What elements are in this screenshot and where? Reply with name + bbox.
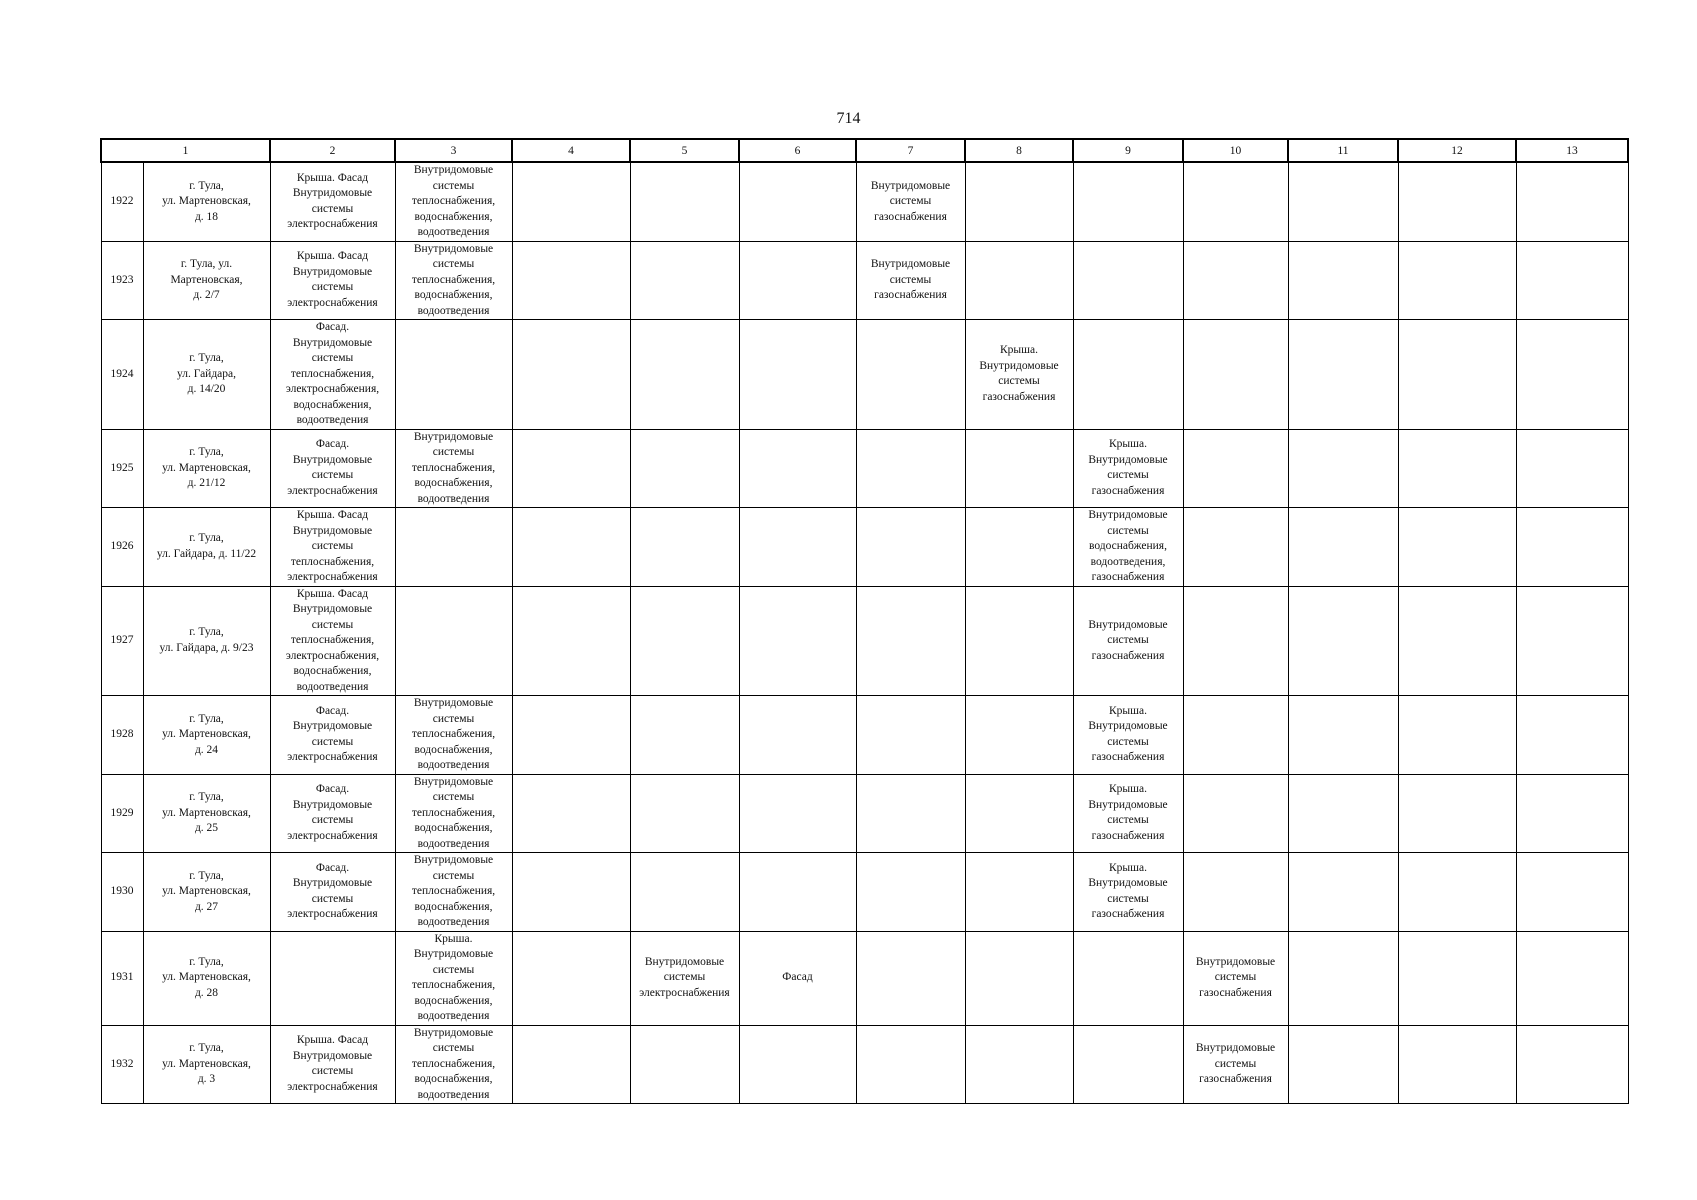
work-cell-col-3 <box>395 508 512 587</box>
table-row <box>101 931 1628 1025</box>
work-cell-col-11 <box>1288 162 1398 241</box>
work-cell-col-12 <box>1398 1025 1516 1104</box>
table-row <box>101 508 1628 587</box>
work-cell-col-9 <box>1073 241 1183 320</box>
work-cell-col-5 <box>630 853 739 932</box>
work-cell-col-6 <box>739 241 856 320</box>
work-cell-col-4 <box>512 508 630 587</box>
address-cell: г. Тула, ул. Мартеновская, д. 3 <box>143 1025 270 1104</box>
address-cell: г. Тула, ул. Гайдара, д. 11/22 <box>143 508 270 587</box>
work-cell-col-9: Крыша. Внутридомовые системы газоснабжения <box>1073 429 1183 508</box>
work-cell-col-11 <box>1288 931 1398 1025</box>
column-header: 2 <box>270 139 395 162</box>
table-row <box>101 429 1628 508</box>
work-cell-col-6 <box>739 429 856 508</box>
register-table <box>100 138 1629 1104</box>
register-body <box>101 162 1628 1104</box>
column-header: 11 <box>1288 139 1398 162</box>
work-cell-col-4 <box>512 696 630 775</box>
work-cell-col-11 <box>1288 586 1398 696</box>
work-cell-col-3 <box>395 320 512 430</box>
work-cell-col-13 <box>1516 162 1628 241</box>
work-cell-col-12 <box>1398 853 1516 932</box>
column-header: 8 <box>965 139 1073 162</box>
work-cell-col-8 <box>965 696 1073 775</box>
work-cell-col-5 <box>630 162 739 241</box>
work-cell-col-13 <box>1516 320 1628 430</box>
work-cell-col-12 <box>1398 429 1516 508</box>
work-cell-col-6 <box>739 1025 856 1104</box>
work-cell-col-13 <box>1516 853 1628 932</box>
work-cell-col-9: Крыша. Внутридомовые системы газоснабжения <box>1073 696 1183 775</box>
table-row <box>101 162 1628 241</box>
work-cell-col-6 <box>739 508 856 587</box>
work-cell-col-9 <box>1073 931 1183 1025</box>
address-cell: г. Тула, ул. Мартеновская, д. 21/12 <box>143 429 270 508</box>
work-cell-col-3 <box>395 586 512 696</box>
table-row <box>101 853 1628 932</box>
column-header: 7 <box>856 139 965 162</box>
row-number: 1929 <box>101 774 143 853</box>
work-cell-col-4 <box>512 853 630 932</box>
work-cell-col-5 <box>630 508 739 587</box>
work-cell-col-4 <box>512 774 630 853</box>
work-cell-col-7 <box>856 586 965 696</box>
column-header: 9 <box>1073 139 1183 162</box>
work-cell-col-10: Внутридомовые системы газоснабжения <box>1183 931 1288 1025</box>
work-cell-col-7 <box>856 931 965 1025</box>
table-row <box>101 696 1628 775</box>
work-cell-col-9 <box>1073 320 1183 430</box>
work-cell-col-5: Внутридомовые системы электроснабжения <box>630 931 739 1025</box>
work-cell-col-7 <box>856 696 965 775</box>
work-cell-col-9: Крыша. Внутридомовые системы газоснабжения <box>1073 853 1183 932</box>
work-cell-col-7: Внутридомовые системы газоснабжения <box>856 241 965 320</box>
work-cell-col-11 <box>1288 853 1398 932</box>
work-cell-col-5 <box>630 774 739 853</box>
work-cell-col-7: Внутридомовые системы газоснабжения <box>856 162 965 241</box>
work-cell-col-10: Внутридомовые системы газоснабжения <box>1183 1025 1288 1104</box>
work-cell-col-11 <box>1288 508 1398 587</box>
work-cell-col-13 <box>1516 429 1628 508</box>
work-cell-col-4 <box>512 1025 630 1104</box>
work-cell-col-13 <box>1516 241 1628 320</box>
work-cell-col-8 <box>965 429 1073 508</box>
work-cell-col-2: Фасад. Внутридомовые системы электроснабжения <box>270 774 395 853</box>
work-cell-col-12 <box>1398 241 1516 320</box>
work-cell-col-3: Внутридомовые системы теплоснабжения, водоснабжения, водоотведения <box>395 162 512 241</box>
address-cell: г. Тула, ул. Мартеновская, д. 18 <box>143 162 270 241</box>
work-cell-col-9: Внутридомовые системы газоснабжения <box>1073 586 1183 696</box>
work-cell-col-9: Внутридомовые системы водоснабжения, водоотведения, газоснабжения <box>1073 508 1183 587</box>
column-header: 13 <box>1516 139 1628 162</box>
work-cell-col-5 <box>630 586 739 696</box>
row-number: 1923 <box>101 241 143 320</box>
work-cell-col-12 <box>1398 586 1516 696</box>
work-cell-col-5 <box>630 241 739 320</box>
work-cell-col-9: Крыша. Внутридомовые системы газоснабжения <box>1073 774 1183 853</box>
work-cell-col-10 <box>1183 241 1288 320</box>
work-cell-col-3: Внутридомовые системы теплоснабжения, водоснабжения, водоотведения <box>395 241 512 320</box>
work-cell-col-5 <box>630 320 739 430</box>
work-cell-col-8 <box>965 241 1073 320</box>
work-cell-col-6: Фасад <box>739 931 856 1025</box>
work-cell-col-11 <box>1288 241 1398 320</box>
work-cell-col-4 <box>512 586 630 696</box>
work-cell-col-6 <box>739 774 856 853</box>
column-header: 5 <box>630 139 739 162</box>
work-cell-col-13 <box>1516 931 1628 1025</box>
address-cell: г. Тула, ул. Мартеновская, д. 28 <box>143 931 270 1025</box>
work-cell-col-7 <box>856 508 965 587</box>
work-cell-col-13 <box>1516 774 1628 853</box>
work-cell-col-2: Фасад. Внутридомовые системы теплоснабжения, электроснабжения, водоснабжения, водоотведения <box>270 320 395 430</box>
work-cell-col-13 <box>1516 508 1628 587</box>
work-cell-col-5 <box>630 429 739 508</box>
work-cell-col-10 <box>1183 320 1288 430</box>
work-cell-col-9 <box>1073 1025 1183 1104</box>
address-cell: г. Тула, ул. Мартеновская, д. 2/7 <box>143 241 270 320</box>
work-cell-col-6 <box>739 586 856 696</box>
work-cell-col-2: Фасад. Внутридомовые системы электроснабжения <box>270 429 395 508</box>
work-cell-col-5 <box>630 1025 739 1104</box>
work-cell-col-12 <box>1398 162 1516 241</box>
row-number: 1926 <box>101 508 143 587</box>
address-cell: г. Тула, ул. Мартеновская, д. 24 <box>143 696 270 775</box>
work-cell-col-8 <box>965 508 1073 587</box>
row-number: 1928 <box>101 696 143 775</box>
table-row <box>101 586 1628 696</box>
work-cell-col-7 <box>856 1025 965 1104</box>
row-number: 1922 <box>101 162 143 241</box>
work-cell-col-9 <box>1073 162 1183 241</box>
row-number: 1927 <box>101 586 143 696</box>
work-cell-col-3: Внутридомовые системы теплоснабжения, водоснабжения, водоотведения <box>395 696 512 775</box>
work-cell-col-8: Крыша. Внутридомовые системы газоснабжения <box>965 320 1073 430</box>
row-number: 1930 <box>101 853 143 932</box>
work-cell-col-12 <box>1398 320 1516 430</box>
work-cell-col-2: Крыша. Фасад Внутридомовые системы теплоснабжения, электроснабжения <box>270 508 395 587</box>
work-cell-col-3: Внутридомовые системы теплоснабжения, водоснабжения, водоотведения <box>395 429 512 508</box>
work-cell-col-6 <box>739 696 856 775</box>
work-cell-col-5 <box>630 696 739 775</box>
work-cell-col-4 <box>512 429 630 508</box>
work-cell-col-7 <box>856 774 965 853</box>
work-cell-col-2: Фасад. Внутридомовые системы электроснабжения <box>270 696 395 775</box>
table-row <box>101 774 1628 853</box>
work-cell-col-2: Крыша. Фасад Внутридомовые системы электроснабжения <box>270 1025 395 1104</box>
work-cell-col-4 <box>512 931 630 1025</box>
work-cell-col-8 <box>965 853 1073 932</box>
work-cell-col-7 <box>856 853 965 932</box>
work-cell-col-7 <box>856 320 965 430</box>
work-cell-col-10 <box>1183 774 1288 853</box>
work-cell-col-3: Внутридомовые системы теплоснабжения, водоснабжения, водоотведения <box>395 853 512 932</box>
work-cell-col-4 <box>512 162 630 241</box>
work-cell-col-13 <box>1516 1025 1628 1104</box>
work-cell-col-2 <box>270 931 395 1025</box>
work-cell-col-4 <box>512 320 630 430</box>
column-header: 12 <box>1398 139 1516 162</box>
column-header: 3 <box>395 139 512 162</box>
work-cell-col-8 <box>965 931 1073 1025</box>
work-cell-col-8 <box>965 586 1073 696</box>
address-cell: г. Тула, ул. Мартеновская, д. 25 <box>143 774 270 853</box>
work-cell-col-2: Фасад. Внутридомовые системы электроснабжения <box>270 853 395 932</box>
table-row <box>101 241 1628 320</box>
work-cell-col-10 <box>1183 508 1288 587</box>
work-cell-col-8 <box>965 162 1073 241</box>
table-row <box>101 1025 1628 1104</box>
work-cell-col-3: Внутридомовые системы теплоснабжения, водоснабжения, водоотведения <box>395 1025 512 1104</box>
work-cell-col-2: Крыша. Фасад Внутридомовые системы теплоснабжения, электроснабжения, водоснабжения, водоотведения <box>270 586 395 696</box>
work-cell-col-6 <box>739 320 856 430</box>
work-cell-col-11 <box>1288 696 1398 775</box>
work-cell-col-8 <box>965 1025 1073 1104</box>
work-cell-col-3: Внутридомовые системы теплоснабжения, водоснабжения, водоотведения <box>395 774 512 853</box>
row-number: 1925 <box>101 429 143 508</box>
row-number: 1932 <box>101 1025 143 1104</box>
page-number: 714 <box>836 110 861 127</box>
work-cell-col-12 <box>1398 696 1516 775</box>
work-cell-col-4 <box>512 241 630 320</box>
work-cell-col-11 <box>1288 1025 1398 1104</box>
row-number: 1931 <box>101 931 143 1025</box>
work-cell-col-12 <box>1398 774 1516 853</box>
column-header: 6 <box>739 139 856 162</box>
work-cell-col-13 <box>1516 586 1628 696</box>
work-cell-col-12 <box>1398 931 1516 1025</box>
work-cell-col-8 <box>965 774 1073 853</box>
work-cell-col-2: Крыша. Фасад Внутридомовые системы электроснабжения <box>270 162 395 241</box>
work-cell-col-10 <box>1183 853 1288 932</box>
column-header: 1 <box>101 139 270 162</box>
address-cell: г. Тула, ул. Мартеновская, д. 27 <box>143 853 270 932</box>
work-cell-col-10 <box>1183 162 1288 241</box>
address-cell: г. Тула, ул. Гайдара, д. 9/23 <box>143 586 270 696</box>
work-cell-col-6 <box>739 853 856 932</box>
work-cell-col-11 <box>1288 429 1398 508</box>
work-cell-col-11 <box>1288 774 1398 853</box>
address-cell: г. Тула, ул. Гайдара, д. 14/20 <box>143 320 270 430</box>
work-cell-col-10 <box>1183 429 1288 508</box>
work-cell-col-7 <box>856 429 965 508</box>
work-cell-col-2: Крыша. Фасад Внутридомовые системы электроснабжения <box>270 241 395 320</box>
work-cell-col-10 <box>1183 586 1288 696</box>
work-cell-col-13 <box>1516 696 1628 775</box>
table-row <box>101 320 1628 430</box>
work-cell-col-6 <box>739 162 856 241</box>
work-cell-col-3: Крыша. Внутридомовые системы теплоснабжения, водоснабжения, водоотведения <box>395 931 512 1025</box>
column-header: 4 <box>512 139 630 162</box>
work-cell-col-12 <box>1398 508 1516 587</box>
header-row <box>101 139 1628 162</box>
row-number: 1924 <box>101 320 143 430</box>
column-header: 10 <box>1183 139 1288 162</box>
work-cell-col-10 <box>1183 696 1288 775</box>
work-cell-col-11 <box>1288 320 1398 430</box>
